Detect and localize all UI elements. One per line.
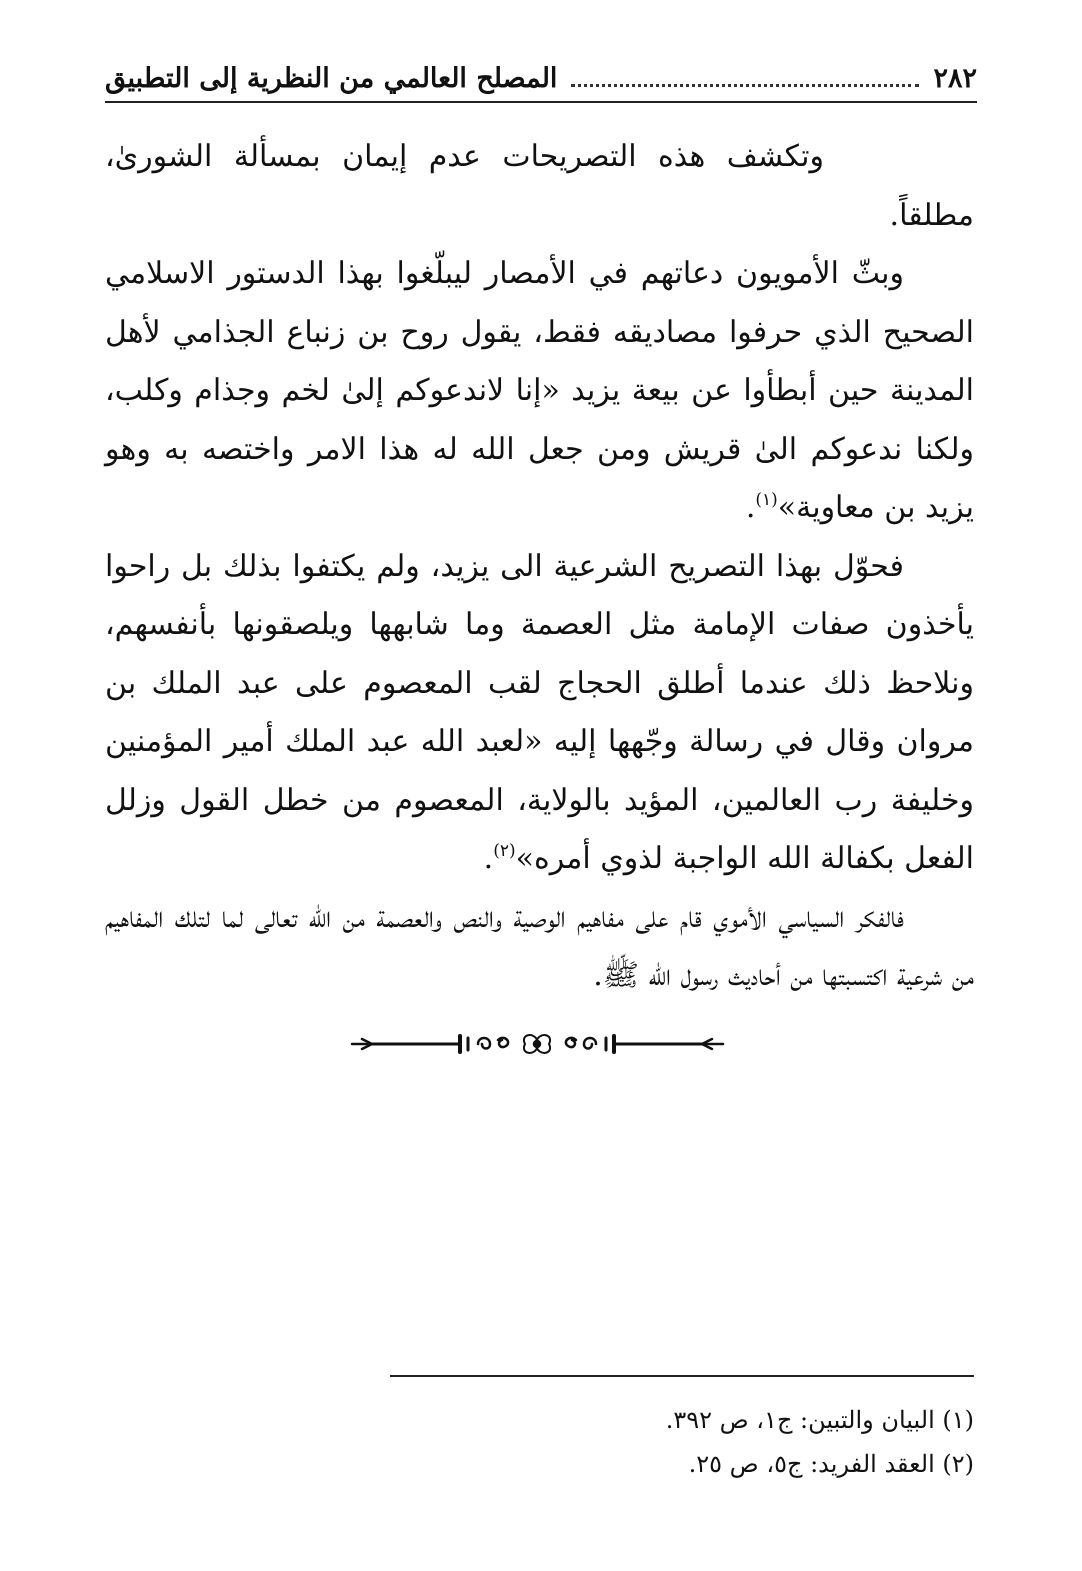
paragraph — [105, 538, 974, 889]
footnote-reference: (١) — [755, 490, 778, 510]
footnote-reference: (٢) — [493, 841, 516, 861]
main-text — [105, 128, 974, 1006]
paragraph-tail: . — [483, 841, 494, 876]
paragraph — [105, 128, 974, 245]
header-dot-leader — [571, 84, 919, 87]
paragraph — [105, 245, 974, 538]
page-number: ٢٨٢ — [933, 62, 977, 94]
decorative-divider-ornament — [350, 1030, 725, 1058]
footnote: (١) البيان والتبين: ج١، ص ٣٩٢. — [665, 1406, 974, 1434]
footnote-separator — [390, 1375, 974, 1377]
ornament-icon — [350, 1030, 725, 1058]
footnote: (٢) العقد الفريد: ج٥، ص ٢٥. — [688, 1450, 974, 1478]
paragraph-text: وبثّ الأمويون دعاتهم في الأمصار ليبلّغوا بهذا الدستور الاسلامي الصحيح الذي حرفوا مصاديقه فقط، يقول روح بن زنباع الجذامي لأهل المدينة حين أبطأوا عن بيعة يزيد «إنا لاندعوكم إلىٰ لخم وجذام وكلب، ولكنا ندعوكم الىٰ قريش ومن جعل الله له هذا الامر واختصه به وهو يزيد بن معاوية» — [105, 256, 974, 525]
running-title: المصلح العالمي من النظرية إلى التطبيق — [105, 62, 558, 94]
paragraph — [105, 889, 974, 1006]
paragraph-text: فحوّل بهذا التصريح الشرعية الى يزيد، ولم يكتفوا بذلك بل راحوا يأخذون صفات الإمامة مثل العصمة وما شابهها ويلصقونها بأنفسهم، ونلاحظ ذلك عندما أطلق الحجاج لقب المعصوم على عبد الملك بن مروان وقال في رسالة وجّهها إليه «لعبد الله عبد الملك أمير المؤمنين وخليفة رب العالمين، المؤيد بالولاية، المعصوم من خطل القول وزلل الفعل بكفالة الله الواجبة لذوي أمره» — [105, 548, 974, 876]
paragraph-text: فالفكر السياسي الأموي قام على مفاهيم الوصية والنص والعصمة من الله تعالى لما لتلك المفاهيم من شرعية اكتسبتها من أحاديث رسول الله ﷺ. — [105, 899, 974, 993]
paragraph-text: وتكشف هذه التصريحات عدم إيمان بمسألة الشورىٰ، مطلقاً. — [105, 139, 974, 233]
running-header — [105, 55, 977, 103]
footnotes — [666, 1398, 974, 1486]
paragraph-tail: . — [745, 490, 756, 525]
